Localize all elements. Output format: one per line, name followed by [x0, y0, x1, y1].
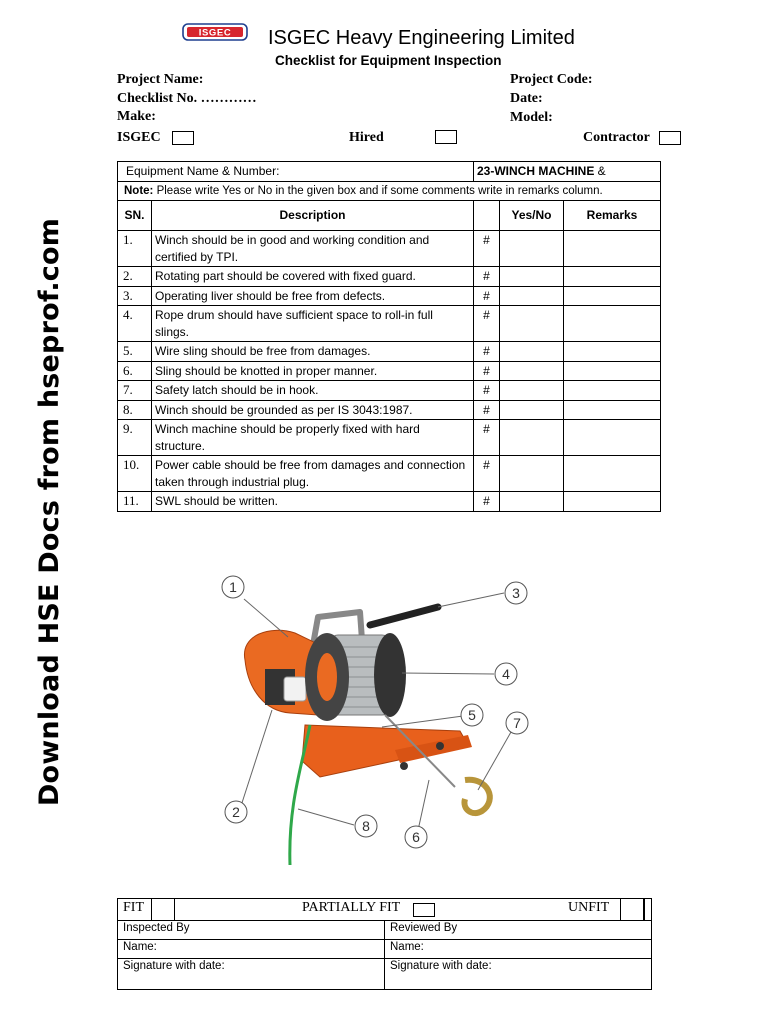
- note-row: [118, 181, 661, 201]
- project-name-label: Project Name:: [117, 72, 204, 87]
- model-label: Model:: [510, 110, 553, 125]
- inspector-name-field[interactable]: Name:: [118, 940, 385, 959]
- item-yes-no-input[interactable]: [500, 492, 564, 512]
- col-sn: SN.: [118, 201, 152, 231]
- col-yes-no: Yes/No: [500, 201, 564, 231]
- item-number: 8.: [118, 400, 152, 420]
- callout-number: 1: [229, 579, 237, 595]
- item-mark: #: [474, 231, 500, 267]
- motor-plug: [284, 677, 306, 701]
- item-description: SWL should be written.: [152, 492, 474, 512]
- item-description: Winch should be grounded as per IS 3043:1987.: [152, 400, 474, 420]
- callout-4: [495, 663, 517, 685]
- item-number: 6.: [118, 361, 152, 381]
- isgec-logo: [182, 22, 248, 42]
- item-description: Rotating part should be covered with fixed guard.: [152, 267, 474, 287]
- item-description: Winch machine should be properly fixed with hard structure.: [152, 420, 474, 456]
- inspector-signature-field[interactable]: Signature with date:: [118, 959, 385, 990]
- item-yes-no-input[interactable]: [500, 286, 564, 306]
- item-yes-no-input[interactable]: [500, 267, 564, 287]
- equipment-value-bold: 23-WINCH MACHINE: [477, 164, 595, 178]
- item-mark: #: [474, 420, 500, 456]
- unfit-divider: [620, 899, 621, 920]
- name-row: [118, 940, 652, 959]
- unfit-label: UNFIT: [568, 900, 610, 915]
- isgec-option-label: ISGEC: [117, 130, 161, 145]
- item-yes-no-input[interactable]: [500, 456, 564, 492]
- item-mark: #: [474, 267, 500, 287]
- item-mark: #: [474, 400, 500, 420]
- item-mark: #: [474, 492, 500, 512]
- hired-option-label: Hired: [349, 130, 384, 145]
- equipment-value[interactable]: [474, 162, 661, 182]
- col-remarks: Remarks: [564, 201, 661, 231]
- item-number: 1.: [118, 231, 152, 267]
- partially-fit-label: PARTIALLY FIT: [302, 900, 401, 915]
- fit-box-divider[interactable]: [174, 899, 175, 920]
- item-remarks-input[interactable]: [564, 342, 661, 362]
- checklist-row: [118, 231, 661, 267]
- signoff-table: [117, 898, 652, 990]
- base-bolt: [400, 762, 408, 770]
- reviewed-by-label: Reviewed By: [385, 921, 652, 940]
- callout-1: [222, 576, 244, 598]
- callout-3: [505, 582, 527, 604]
- drum-flange: [374, 633, 406, 717]
- item-remarks-input[interactable]: [564, 400, 661, 420]
- contractor-option-label: Contractor: [583, 130, 650, 145]
- item-remarks-input[interactable]: [564, 286, 661, 306]
- inspected-by-label: Inspected By: [118, 921, 385, 940]
- item-yes-no-input[interactable]: [500, 231, 564, 267]
- item-remarks-input[interactable]: [564, 456, 661, 492]
- checklist-row: [118, 306, 661, 342]
- item-description: Wire sling should be free from damages.: [152, 342, 474, 362]
- partially-fit-checkbox[interactable]: [413, 903, 435, 917]
- item-remarks-input[interactable]: [564, 381, 661, 401]
- callout-number: 3: [512, 585, 520, 601]
- item-number: 7.: [118, 381, 152, 401]
- checklist-row: [118, 400, 661, 420]
- item-yes-no-input[interactable]: [500, 361, 564, 381]
- project-code-label: Project Code:: [510, 72, 593, 87]
- item-number: 4.: [118, 306, 152, 342]
- checklist-row: [118, 361, 661, 381]
- item-remarks-input[interactable]: [564, 306, 661, 342]
- item-number: 10.: [118, 456, 152, 492]
- callout-number: 8: [362, 818, 370, 834]
- logo-text: ISGEC: [198, 27, 232, 39]
- callout-number: 4: [502, 666, 510, 682]
- item-yes-no-input[interactable]: [500, 381, 564, 401]
- base-bolt: [436, 742, 444, 750]
- equipment-label: Equipment Name & Number:: [118, 162, 474, 182]
- column-header-row: [118, 201, 661, 231]
- callout-8: [355, 815, 377, 837]
- note-cell: [118, 181, 661, 201]
- checklist-row: [118, 267, 661, 287]
- callout-number: 6: [412, 829, 420, 845]
- checklist-row: [118, 456, 661, 492]
- item-number: 5.: [118, 342, 152, 362]
- item-description: Power cable should be free from damages and connection taken through industrial plug.: [152, 456, 474, 492]
- hired-checkbox[interactable]: [435, 130, 457, 144]
- callout-number: 5: [468, 707, 476, 723]
- item-remarks-input[interactable]: [564, 361, 661, 381]
- item-yes-no-input[interactable]: [500, 400, 564, 420]
- checklist-row: [118, 342, 661, 362]
- note-text: Please write Yes or No in the given box and if some comments write in remarks column.: [153, 184, 603, 197]
- unfit-box-edge[interactable]: [643, 899, 645, 920]
- date-label: Date:: [510, 91, 543, 106]
- checklist-row: [118, 420, 661, 456]
- checklist-row: [118, 286, 661, 306]
- item-remarks-input[interactable]: [564, 492, 661, 512]
- callout-7: [506, 712, 528, 734]
- item-remarks-input[interactable]: [564, 267, 661, 287]
- form-subtitle: Checklist for Equipment Inspection: [275, 53, 502, 68]
- item-remarks-input[interactable]: [564, 231, 661, 267]
- item-description: Sling should be knotted in proper manner.: [152, 361, 474, 381]
- checklist-no-label: Checklist No. …………: [117, 91, 257, 106]
- checklist-row: [118, 492, 661, 512]
- contractor-checkbox[interactable]: [659, 131, 681, 145]
- callout-number: 7: [513, 715, 521, 731]
- callout-2: [225, 801, 247, 823]
- item-yes-no-input[interactable]: [500, 420, 564, 456]
- winch-diagram: [210, 565, 550, 875]
- make-label: Make:: [117, 109, 156, 124]
- callout-6: [405, 826, 427, 848]
- col-mark: [474, 201, 500, 231]
- equipment-value-rest: &: [594, 164, 606, 178]
- checklist-table: [117, 161, 661, 512]
- signature-row: [118, 959, 652, 990]
- equipment-row: [118, 162, 661, 182]
- item-description: Operating liver should be free from defects.: [152, 286, 474, 306]
- item-description: Winch should be in good and working condition and certified by TPI.: [152, 231, 474, 267]
- item-remarks-input[interactable]: [564, 420, 661, 456]
- item-mark: #: [474, 456, 500, 492]
- item-mark: #: [474, 342, 500, 362]
- callout-5: [461, 704, 483, 726]
- item-mark: #: [474, 306, 500, 342]
- reviewer-signature-field[interactable]: Signature with date:: [385, 959, 652, 990]
- item-mark: #: [474, 381, 500, 401]
- company-name: ISGEC Heavy Engineering Limited: [268, 27, 575, 49]
- fit-row: [118, 899, 652, 921]
- lifting-hook: [464, 780, 489, 813]
- col-description: Description: [152, 201, 474, 231]
- isgec-checkbox[interactable]: [172, 131, 194, 145]
- reviewer-name-field[interactable]: Name:: [385, 940, 652, 959]
- callout-number: 2: [232, 804, 240, 820]
- inspected-row: [118, 921, 652, 940]
- item-yes-no-input[interactable]: [500, 342, 564, 362]
- item-description: Safety latch should be in hook.: [152, 381, 474, 401]
- fit-divider: [151, 899, 152, 920]
- item-number: 2.: [118, 267, 152, 287]
- note-label: Note:: [124, 184, 154, 197]
- item-number: 11.: [118, 492, 152, 512]
- checklist-row: [118, 381, 661, 401]
- item-mark: #: [474, 286, 500, 306]
- crank-lever: [370, 607, 438, 625]
- fit-label: FIT: [123, 900, 144, 915]
- gear-hub: [317, 653, 337, 701]
- watermark-text: Download HSE Docs from hseprof.com: [34, 217, 65, 807]
- item-description: Rope drum should have sufficient space to roll-in full slings.: [152, 306, 474, 342]
- item-yes-no-input[interactable]: [500, 306, 564, 342]
- item-mark: #: [474, 361, 500, 381]
- item-number: 9.: [118, 420, 152, 456]
- fit-cell: [118, 899, 652, 921]
- item-number: 3.: [118, 286, 152, 306]
